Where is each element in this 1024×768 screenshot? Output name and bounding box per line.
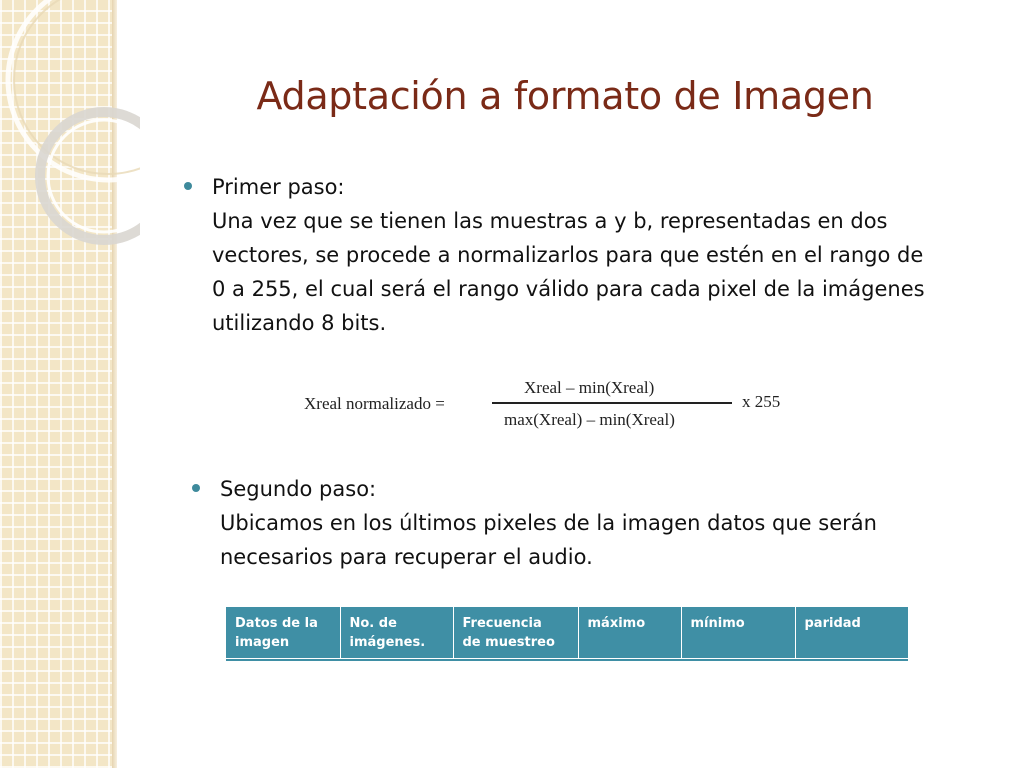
normalization-formula [304,378,804,436]
bullet-dot-icon [184,182,192,190]
formula-lhs: Xreal normalizado = [304,394,445,413]
header-line: mínimo [690,616,745,631]
header-line: máximo [587,616,646,631]
step1-line: Una vez que se tienen las muestras a y b, representadas en dos [212,209,888,233]
bullet-step-1 [184,170,1004,340]
step1-line: vectores, se procede a normalizarlos para que estén en el rango de [212,243,924,267]
formula-denominator: max(Xreal) – min(Xreal) [504,410,675,429]
formula-fraction-bar [492,402,732,404]
table-bottom-cell [226,659,908,662]
step2-line: Ubicamos en los últimos pixeles de la imagen datos que serán [220,511,877,535]
header-line: imagen [235,635,290,650]
table-header-cell [340,607,453,659]
bullet-step-2 [192,472,1012,574]
header-line: imágenes. [349,635,426,650]
table-header-row [226,607,908,659]
step2-heading: Segundo paso: [220,477,377,501]
table-bottom-bar [226,659,908,662]
header-line: Datos de la [235,616,318,631]
table-header-cell [681,607,795,659]
table-header-cell [453,607,578,659]
bullet-dot-icon [192,484,200,492]
formula-multiplier: x 255 [742,392,781,411]
step2-line: necesarios para recuperar el audio. [220,545,593,569]
header-line: Frecuencia [462,616,542,631]
step1-line: utilizando 8 bits. [212,311,387,335]
table-header-cell [795,607,908,659]
table-header-cell [226,607,340,659]
header-line: de muestreo [462,635,555,650]
image-data-table [226,607,908,661]
decorative-circles [0,0,140,260]
table-header-cell [578,607,681,659]
formula-numerator: Xreal – min(Xreal) [524,378,655,397]
header-line: No. de [349,616,397,631]
header-line: paridad [804,616,861,631]
step1-heading: Primer paso: [212,175,345,199]
slide-title: Adaptación a formato de Imagen [256,74,874,118]
step1-line: 0 a 255, el cual será el rango válido para cada pixel de la imágenes [212,277,925,301]
